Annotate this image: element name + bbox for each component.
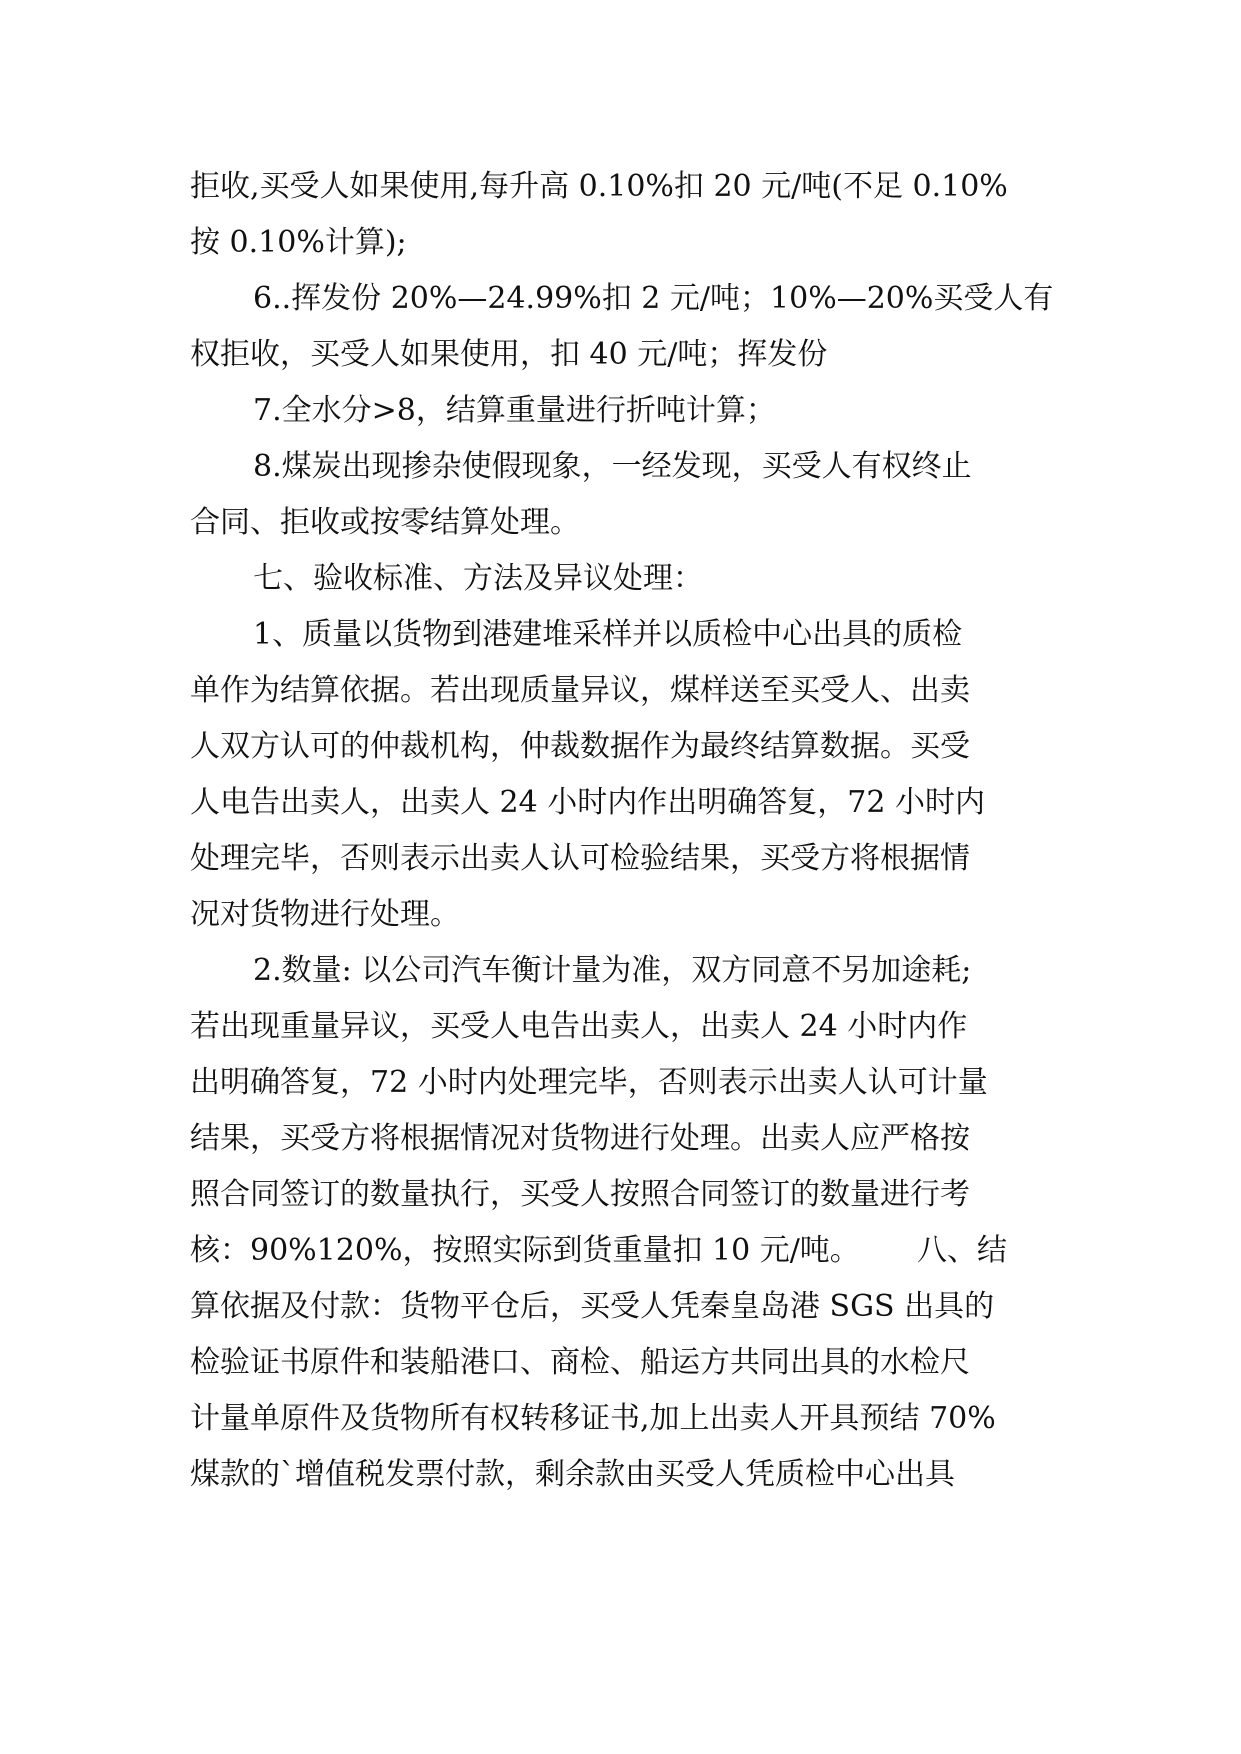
text-line: 结果，买受方将根据情况对货物进行处理。出卖人应严格按 <box>190 1121 970 1156</box>
text-line: 处理完毕，否则表示出卖人认可检验结果，买受方将根据情 <box>190 841 970 876</box>
text-line: 按 0.10%计算); <box>190 225 407 260</box>
text-line: 单作为结算依据。若出现质量异议，煤样送至买受人、出卖 <box>190 673 970 708</box>
text-line: 人双方认可的仲裁机构，仲裁数据作为最终结算数据。买受 <box>190 729 970 764</box>
text-line: 合同、拒收或按零结算处理。 <box>190 505 580 540</box>
text-line: 拒收,买受人如果使用,每升高 0.10%扣 20 元/吨(不足 0.10% <box>190 169 1008 204</box>
text-line: 检验证书原件和装船港口、商检、船运方共同出具的水检尺 <box>190 1345 970 1380</box>
text-line: 核：90%120%，按照实际到货重量扣 10 元/吨。 八、结 <box>190 1233 1008 1268</box>
text-line: 人电告出卖人，出卖人 24 小时内作出明确答复，72 小时内 <box>190 785 985 820</box>
text-line: 况对货物进行处理。 <box>190 897 460 932</box>
text-line: 煤款的`增值税发票付款，剩余款由买受人凭质检中心出具 <box>190 1457 955 1492</box>
text-line: 1、质量以货物到港建堆采样并以质检中心出具的质检 <box>253 617 963 652</box>
text-line: 7.全水分>8，结算重量进行折吨计算； <box>253 393 776 428</box>
text-line: 6..挥发份 20%—24.99%扣 2 元/吨；10%—20%买受人有 <box>253 281 1054 316</box>
text-line: 权拒收，买受人如果使用，扣 40 元/吨；挥发份 <box>190 337 828 372</box>
text-line: 出明确答复，72 小时内处理完毕，否则表示出卖人认可计量 <box>190 1065 988 1100</box>
text-line: 8.煤炭出现掺杂使假现象，一经发现，买受人有权终止 <box>253 449 972 484</box>
text-line: 2.数量: 以公司汽车衡计量为准，双方同意不另加途耗; <box>253 953 972 988</box>
text-line: 算依据及付款：货物平仓后，买受人凭秦皇岛港 SGS 出具的 <box>190 1289 995 1324</box>
text-line: 照合同签订的数量执行，买受人按照合同签订的数量进行考 <box>190 1177 970 1212</box>
text-line: 计量单原件及货物所有权转移证书,加上出卖人开具预结 70% <box>190 1401 996 1436</box>
section-heading: 七、验收标准、方法及异议处理： <box>253 561 703 596</box>
text-line: 若出现重量异议，买受人电告出卖人，出卖人 24 小时内作 <box>190 1009 968 1044</box>
